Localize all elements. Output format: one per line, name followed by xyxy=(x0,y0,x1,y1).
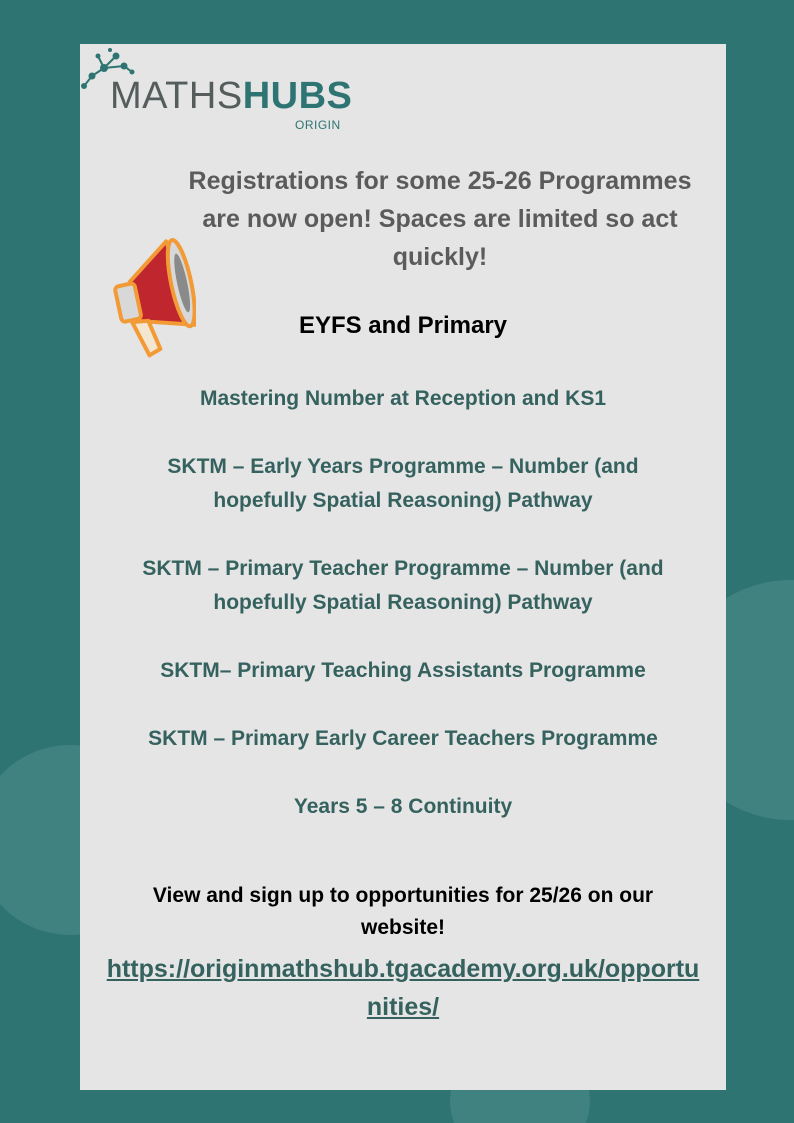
programme-item: SKTM – Primary Early Career Teachers Programme xyxy=(148,727,658,750)
programme-list xyxy=(80,382,726,858)
registration-announcement: Registrations for some 25-26 Programmes are now open! Spaces are limited so act quickly! xyxy=(188,167,692,271)
opportunities-link[interactable]: https://originmathshub.tgacademy.org.uk/opportunities/ xyxy=(106,955,700,1021)
logo-wordmark xyxy=(110,76,352,116)
programme-item: SKTM– Primary Teaching Assistants Programme xyxy=(160,659,646,682)
section-heading: EYFS and Primary xyxy=(298,312,508,339)
logo-word-hubs: HUBS xyxy=(242,75,353,117)
programme-item: SKTM – Early Years Programme – Number (and hopefully Spatial Reasoning) Pathway xyxy=(167,455,639,512)
programme-item: SKTM – Primary Teacher Programme – Number (and hopefully Spatial Reasoning) Pathway xyxy=(142,557,664,614)
programme-item: Years 5 – 8 Continuity xyxy=(293,795,513,818)
signup-call-to-action: View and sign up to opportunities for 25/26 on our website! xyxy=(152,884,654,939)
programme-item: Mastering Number at Reception and KS1 xyxy=(199,387,607,410)
megaphone-icon xyxy=(104,238,196,362)
logo-word-maths: MATHS xyxy=(110,75,243,117)
flyer-card xyxy=(80,44,726,1090)
logo-subtitle: ORIGIN xyxy=(295,118,341,132)
maths-hubs-logo xyxy=(80,46,370,136)
